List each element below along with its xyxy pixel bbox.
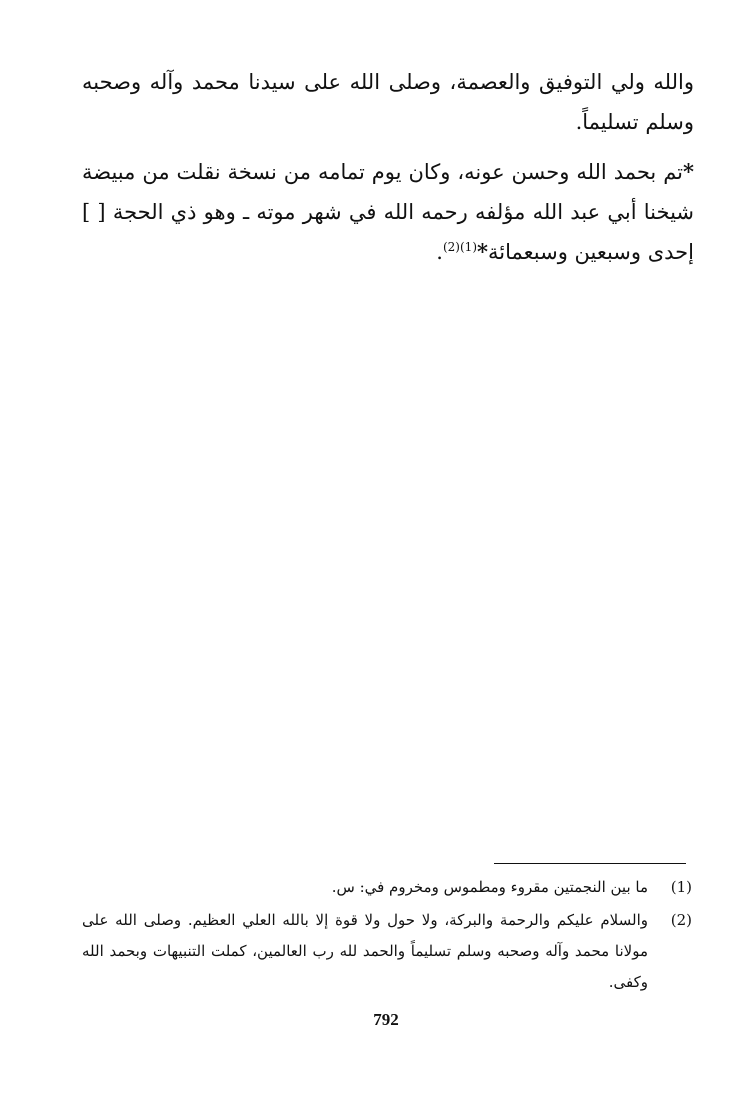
main-text — [82, 62, 694, 272]
colophon-end: . — [436, 240, 443, 264]
asterisk-open: * — [683, 159, 694, 184]
paragraph-closing-prayer: والله ولي التوفيق والعصمة، وصلى الله على سيدنا محمد وآله وصحبه وسلم تسليماً. — [82, 70, 694, 134]
footnote-number: (1) — [670, 878, 692, 896]
footnote-ref-1: (1) — [459, 240, 477, 254]
footnote-text: والسلام عليكم والرحمة والبركة، ولا حول ولا قوة إلا بالله العلي العظيم. وصلى الله على مولانا محمد وآله وصحبه وسلم تسليماً والحمد لله رب العالمين، كملت التنبيهات وبحمد الله وكفى. — [82, 911, 648, 991]
footnote-text: ما بين النجمتين مقروء ومطموس ومخروم في: س. — [331, 878, 648, 896]
footnotes — [82, 872, 692, 1000]
colophon-text: تم بحمد الله وحسن عونه، وكان يوم تمامه من نسخة نقلت من مبيضة شيخنا أبي عبد الله مؤلفه رحمه الله في شهر موته ـ وهو ذي الحجة [ ] إحدى وسبعين وسبعمائة — [82, 160, 694, 264]
page-number: 792 — [373, 1010, 399, 1029]
footnote-divider — [494, 863, 686, 864]
footnote-2 — [82, 905, 692, 998]
footnote-ref-2: (2) — [442, 240, 460, 254]
asterisk-close: * — [477, 239, 488, 264]
paragraph-colophon — [82, 152, 694, 272]
footnote-1 — [82, 872, 692, 903]
footnote-number: (2) — [670, 911, 692, 929]
